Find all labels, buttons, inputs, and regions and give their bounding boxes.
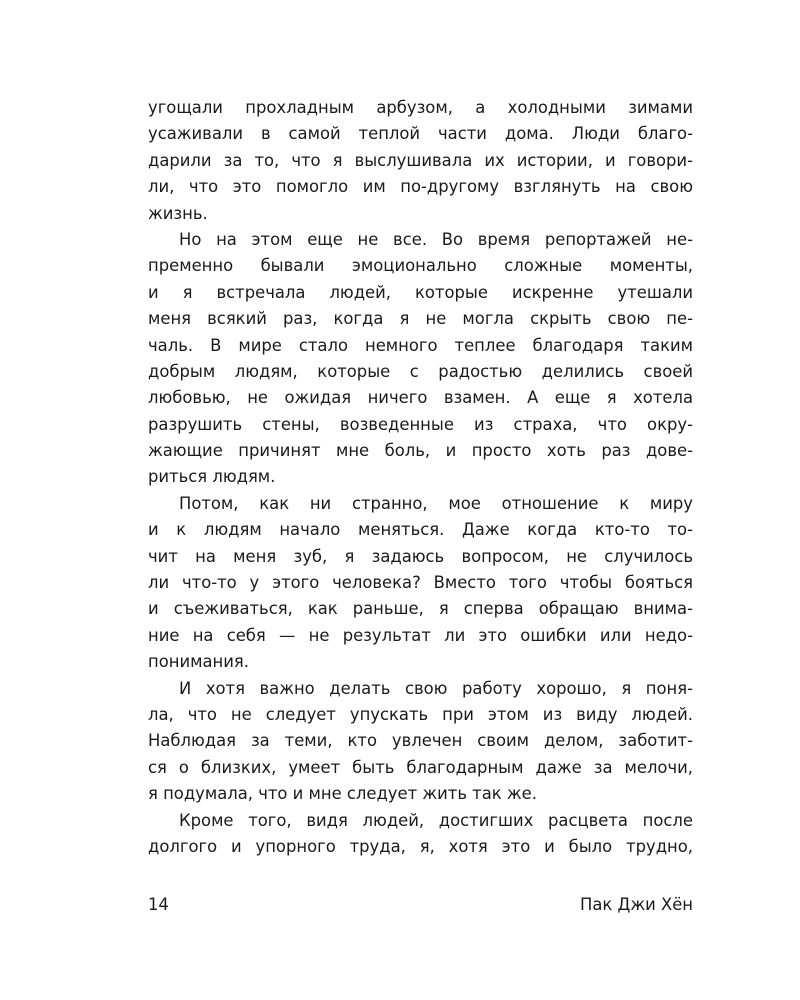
text-line: добрым людям, которые с радостью делились своей [148,361,693,381]
text-line: чаль. В мире стало немного теплее благодаря таким [148,335,693,355]
text-line: риться людям. [148,467,276,487]
author-name: Пак Джи Хён [580,895,693,914]
text-line: ние на себя — не результат ли это ошибки или недо- [148,625,693,645]
text-line: жизнь. [148,203,208,223]
text-line: разрушить стены, возведенные из страха, что окру- [148,414,693,434]
text-line: ся о близких, умеет быть благодарным даже за мелочи, [148,757,693,777]
text-line: угощали прохладным арбузом, а холодными зимами [148,98,693,117]
paragraph-start-line: Но на этом еще не все. Во время репортажей не- [179,229,693,249]
paragraph-start-line: И хотя важно делать свою работу хорошо, я поня- [179,678,693,698]
text-line: чит на меня зуб, я задаюсь вопросом, не случилось [148,546,693,566]
text-line: ла, что не следует упускать при этом из виду людей. [148,704,693,724]
page-body-text [148,95,693,860]
paragraph-start-line: Кроме того, видя людей, достигших расцвета после [179,810,693,830]
page-number: 14 [148,895,169,914]
text-line: дарили за то, что я выслушивала их истории, и говори- [148,150,693,170]
text-line: любовью, не ожидая ничего взамен. А еще я хотела [148,388,693,408]
text-line: и к людям начало меняться. Даже когда кто-то то- [148,520,693,540]
paragraph-start-line: Потом, как ни странно, мое отношение к миру [179,493,693,513]
text-line: меня всякий раз, когда я не могла скрыть свою пе- [148,309,693,329]
text-line: усаживали в самой теплой части дома. Люди благо- [148,124,693,144]
page-footer [148,893,693,917]
text-line: понимания. [148,652,249,672]
text-line: пременно бывали эмоционально сложные моменты, [148,256,693,276]
text-line: и съеживаться, как раньше, я сперва обращаю внима- [148,599,693,619]
text-line: жающие причинят мне боль, и просто хоть раз дове- [148,441,693,461]
text-line: ли что-то у этого человека? Вместо того чтобы бояться [148,573,693,593]
text-line: Наблюдая за теми, кто увлечен своим делом, заботит- [148,731,693,751]
text-line: долгого и упорного труда, я, хотя это и было трудно, [148,836,693,856]
text-line: и я встречала людей, которые искренне утешали [148,282,693,302]
text-line: ли, что это помогло им по-другому взглянуть на свою [148,177,693,197]
text-line: я подумала, что и мне следует жить так же. [148,784,537,804]
